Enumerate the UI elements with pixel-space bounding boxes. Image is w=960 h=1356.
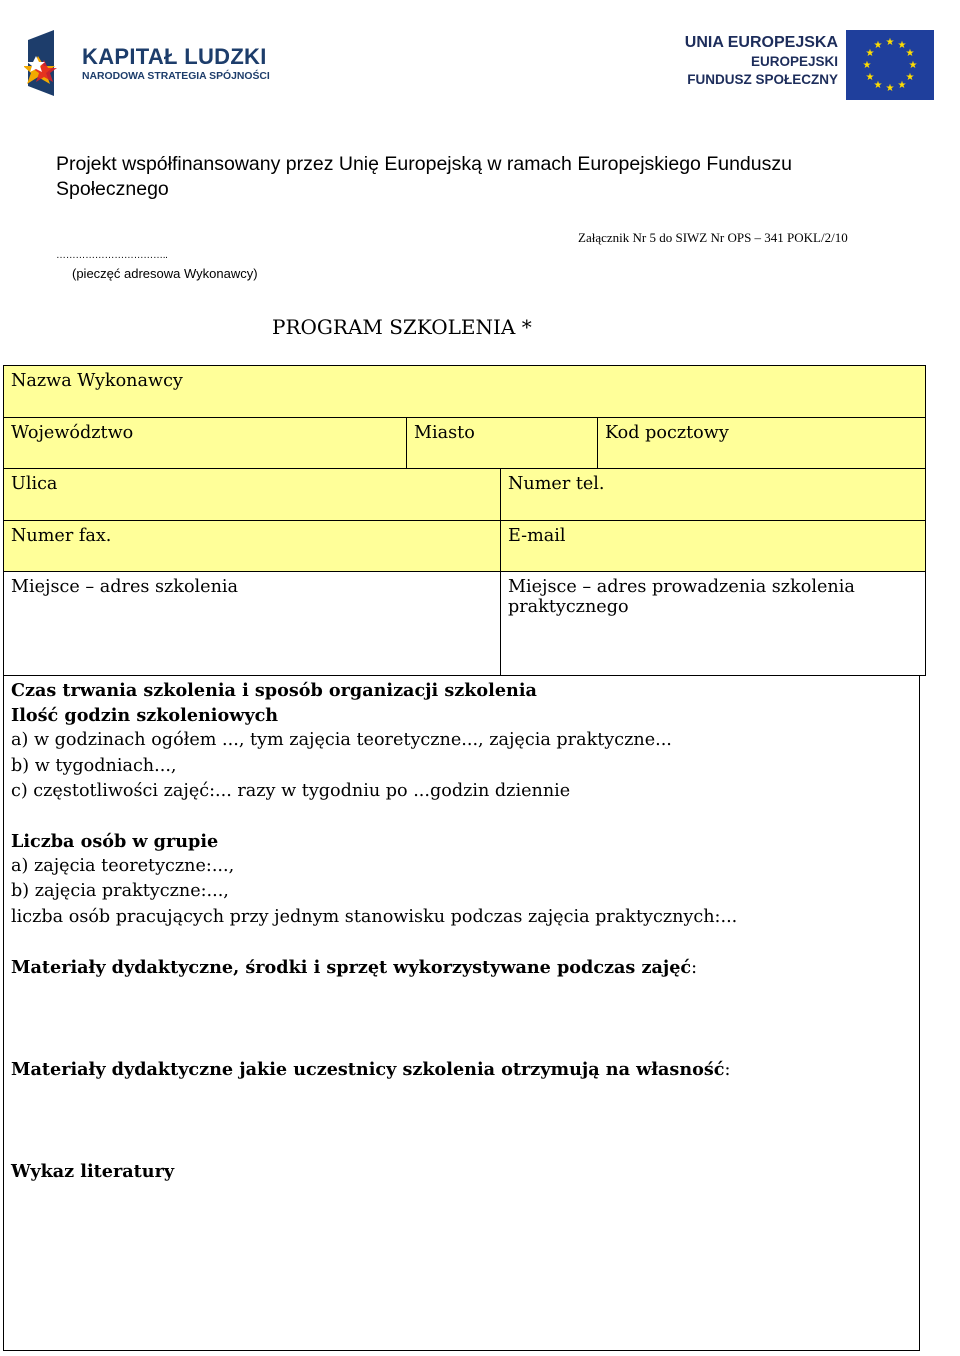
stamp-dots: …………………………….. — [56, 250, 168, 261]
email-field[interactable] — [501, 521, 926, 572]
eu-flag-icon — [846, 30, 934, 100]
page-title: PROGRAM SZKOLENIA * — [272, 315, 532, 339]
postal-code-label: Kod pocztowy — [605, 423, 729, 443]
practical-place-label: Miejsce – adres prowadzenia szkolenia praktycznego — [508, 577, 855, 617]
hours-weeks-line: b) w tygodniach..., — [11, 755, 177, 776]
hours-total-line: a) w godzinach ogółem ..., tym zajęcia teoretyczne..., zajęcia praktyczne... — [11, 730, 672, 751]
training-place-label: Miejsce – adres szkolenia — [11, 577, 239, 597]
svg-text:★: ★ — [908, 60, 918, 71]
own-materials-heading: Materiały dydaktyczne jakie uczestnicy szkolenia otrzymują na własność — [11, 1059, 725, 1081]
svg-text:★: ★ — [885, 37, 895, 48]
group-size-heading: Liczba osób w grupie — [11, 831, 219, 853]
practical-place-field[interactable] — [501, 572, 926, 676]
phone-field[interactable] — [501, 469, 926, 521]
materials-colon: : — [691, 957, 698, 978]
email-label: E-mail — [508, 526, 566, 546]
kapital-ludzki-logo — [24, 26, 270, 100]
svg-text:★: ★ — [873, 40, 883, 51]
frequency-line: c) częstotliwości zajęć:... razy w tygodniu po ...godzin dziennie — [11, 780, 571, 801]
eu-logo-line-2: EUROPEJSKI — [750, 54, 838, 69]
stamp-label: (pieczęć adresowa Wykonawcy) — [72, 266, 258, 281]
duration-heading: Czas trwania szkolenia i sposób organizacji szkolenia — [11, 680, 537, 701]
phone-label: Numer tel. — [508, 474, 605, 494]
street-label: Ulica — [11, 474, 58, 494]
svg-text:★: ★ — [873, 80, 883, 91]
svg-text:★: ★ — [905, 72, 915, 83]
svg-text:★: ★ — [865, 48, 875, 59]
group-workstation-line: liczba osób pracujących przy jednym stanowisku podczas zajęcia praktycznych:... — [11, 906, 738, 927]
voivodeship-label: Województwo — [11, 423, 134, 443]
contractor-name-field[interactable] — [4, 366, 926, 418]
training-place-field[interactable] — [4, 572, 501, 676]
materials-heading: Materiały dydaktyczne, środki i sprzęt wykorzystywane podczas zajęć — [11, 956, 692, 978]
svg-text:★: ★ — [885, 83, 895, 94]
eu-efs-logo — [640, 4, 958, 116]
eu-logo-line-3: FUNDUSZ SPOŁECZNY — [687, 72, 838, 87]
annex-reference: Załącznik Nr 5 do SIWZ Nr OPS – 341 POKL/2/10 — [578, 230, 848, 245]
street-field[interactable] — [4, 469, 501, 521]
voivodeship-field[interactable] — [4, 418, 407, 469]
eu-logo-line-1: UNIA EUROPEJSKA — [684, 34, 838, 51]
fax-label: Numer fax. — [11, 526, 112, 546]
kapital-ludzki-subtitle: NARODOWA STRATEGIA SPÓJNOŚCI — [82, 71, 270, 82]
svg-text:★: ★ — [862, 60, 872, 71]
postal-code-field[interactable] — [598, 418, 926, 469]
contractor-form — [3, 365, 926, 676]
svg-text:★: ★ — [905, 48, 915, 59]
kapital-ludzki-emblem-icon — [24, 26, 76, 100]
kapital-ludzki-title: KAPITAŁ LUDZKI — [82, 44, 267, 69]
city-field[interactable] — [407, 418, 598, 469]
svg-text:★: ★ — [865, 72, 875, 83]
own-materials-colon: : — [724, 1060, 731, 1081]
training-details-box — [3, 675, 920, 1351]
own-materials-heading-row — [11, 1057, 909, 1083]
group-practice-line: b) zajęcia praktyczne:..., — [11, 881, 229, 902]
group-theory-line: a) zajęcia teoretyczne:..., — [11, 856, 235, 877]
svg-text:★: ★ — [897, 40, 907, 51]
fax-field[interactable] — [4, 521, 501, 572]
svg-text:★: ★ — [897, 80, 907, 91]
materials-heading-row — [11, 955, 909, 981]
hours-heading: Ilość godzin szkoleniowych — [11, 705, 279, 727]
city-label: Miasto — [414, 423, 475, 443]
funding-statement: Projekt współfinansowany przez Unię Europejską w ramach Europejskiego Funduszu Społecznego — [56, 153, 792, 200]
literature-heading: Wykaz literatury — [11, 1161, 175, 1183]
contractor-name-label: Nazwa Wykonawcy — [11, 371, 183, 391]
